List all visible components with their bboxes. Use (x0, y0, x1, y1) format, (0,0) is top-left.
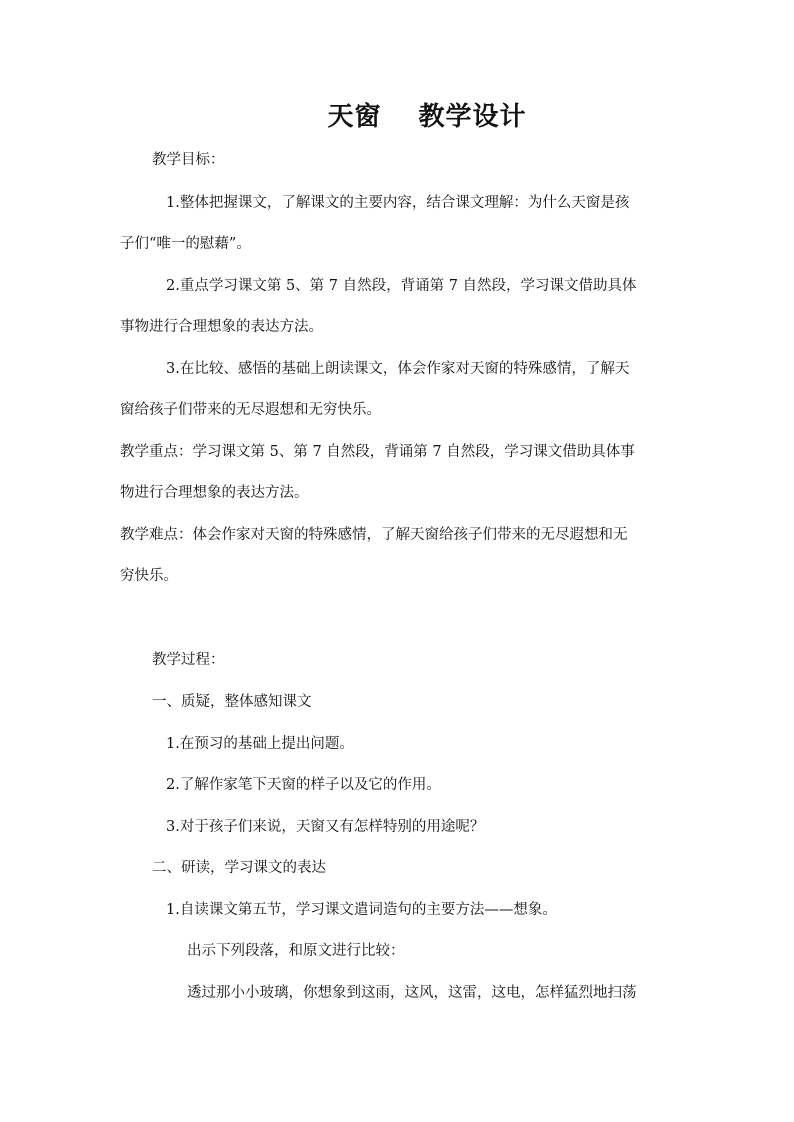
objectives-heading: 教学目标： (152, 152, 225, 168)
section-2-title: 二、研读，学习课文的表达 (152, 860, 326, 876)
section-1-item-3: 3.对于孩子们来说，天窗又有怎样特别的用途呢？ (166, 819, 485, 835)
section-1-title: 一、质疑，整体感知课文 (152, 694, 312, 710)
objective-1-line-1: 1.整体把握课文，了解课文的主要内容，结合课文理解：为什么天窗是孩 (166, 195, 630, 211)
key-point-line-2: 物进行合理想象的表达方法。 (120, 485, 309, 501)
section-2-sub-2: 透过那小小玻璃，你想象到这雨，这风，这雷，这电，怎样猛烈地扫荡 (187, 985, 637, 1001)
difficulty-line-1: 教学难点：体会作家对天窗的特殊感情，了解天窗给孩子们带来的无尽遐想和无 (120, 527, 628, 543)
difficulty-line-2: 穷快乐。 (120, 568, 178, 584)
key-point-line-1: 教学重点：学习课文第 5、第 7 自然段，背诵第 7 自然段，学习课文借助具体事 (120, 444, 635, 460)
objective-3-line-2: 窗给孩子们带来的无尽遐想和无穷快乐。 (120, 402, 381, 418)
objective-2-line-2: 事物进行合理想象的表达方法。 (120, 319, 323, 335)
section-2-item-1: 1.自读课文第五节，学习课文遣词造句的主要方法——想象。 (166, 902, 557, 918)
document-title: 天窗 教学设计 (327, 102, 527, 132)
objective-2-line-1: 2.重点学习课文第 5、第 7 自然段，背诵第 7 自然段，学习课文借助具体 (166, 278, 637, 294)
objective-3-line-1: 3.在比较、感悟的基础上朗读课文，体会作家对天窗的特殊感情，了解天 (166, 361, 630, 377)
section-1-item-2: 2.了解作家笔下天窗的样子以及它的作用。 (166, 777, 441, 793)
section-2-sub-1: 出示下列段落，和原文进行比较： (187, 943, 405, 959)
process-heading: 教学过程： (152, 652, 225, 668)
objective-1-line-2: 子们“唯一的慰藉”。 (120, 236, 251, 252)
section-1-item-1: 1.在预习的基础上提出问题。 (166, 736, 354, 752)
